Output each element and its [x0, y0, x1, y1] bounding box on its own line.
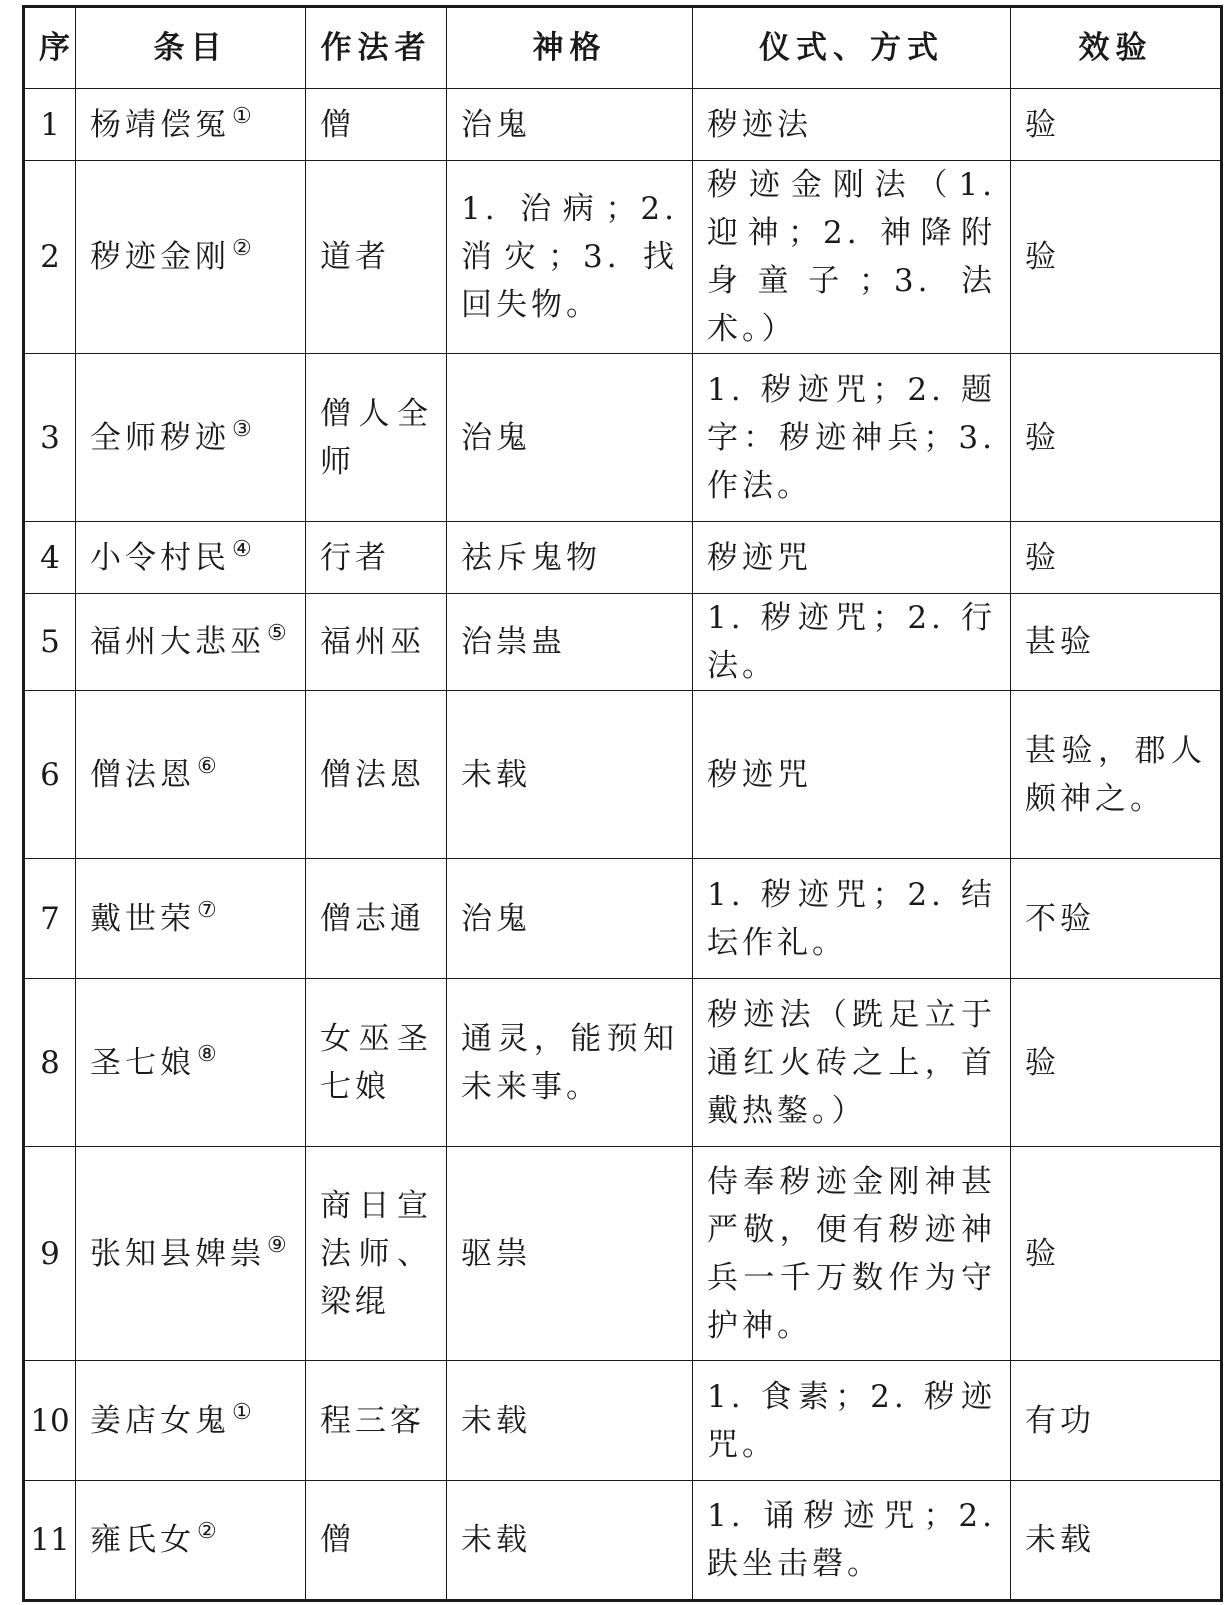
cell-ritual: 秽迹法	[693, 89, 1011, 161]
cell-title	[76, 522, 306, 594]
table-row	[24, 1147, 1222, 1361]
cell-ritual: 1. 秽迹咒；2. 题字：秽迹神兵；3. 作法。	[693, 354, 1011, 522]
cell-function: 1. 治病；2. 消灾；3. 找回失物。	[447, 161, 693, 354]
cell-ritual: 1. 秽迹咒；2. 行法。	[693, 594, 1011, 691]
cell-agent: 僧	[306, 89, 447, 161]
table-row	[24, 354, 1222, 522]
cell-agent: 程三客	[306, 1361, 447, 1481]
title-text: 戴世荣	[90, 900, 195, 937]
cell-function: 未载	[447, 691, 693, 859]
table-row	[24, 1361, 1222, 1481]
header-effect: 效验	[1011, 7, 1222, 89]
cell-effect: 验	[1011, 161, 1222, 354]
header-ritual: 仪式、方式	[693, 7, 1011, 89]
cell-function: 祛斥鬼物	[447, 522, 693, 594]
table-row	[24, 859, 1222, 979]
header-agent: 作法者	[306, 7, 447, 89]
title-text: 张知县婢祟	[90, 1235, 265, 1272]
cell-ritual: 1. 秽迹咒；2. 结坛作礼。	[693, 859, 1011, 979]
cell-function: 治鬼	[447, 89, 693, 161]
footnote-marker: ⑧	[197, 1041, 217, 1067]
cell-ritual: 1. 食素；2. 秽迹咒。	[693, 1361, 1011, 1481]
cell-seq: 8	[24, 979, 76, 1147]
cell-effect: 不验	[1011, 859, 1222, 979]
footnote-marker: ⑨	[267, 1232, 287, 1258]
title-text: 僧法恩	[90, 756, 195, 793]
cell-title	[76, 979, 306, 1147]
table-row	[24, 594, 1222, 691]
cell-ritual: 1. 诵秽迹咒；2. 趺坐击磬。	[693, 1481, 1011, 1601]
table-row	[24, 979, 1222, 1147]
cell-function: 治鬼	[447, 859, 693, 979]
cell-seq: 5	[24, 594, 76, 691]
cell-title	[76, 691, 306, 859]
cell-seq: 3	[24, 354, 76, 522]
cell-ritual: 侍奉秽迹金刚神甚严敬，便有秽迹神兵一千万数作为守护神。	[693, 1147, 1011, 1361]
footnote-marker: ③	[232, 416, 252, 442]
footnote-marker: ④	[232, 536, 252, 562]
footnote-marker: ②	[197, 1519, 217, 1544]
footnote-marker: ⑦	[197, 897, 217, 923]
cell-seq: 7	[24, 859, 76, 979]
cell-ritual: 秽迹法（跣足立于通红火砖之上，首戴热鏊。）	[693, 979, 1011, 1147]
table-body	[24, 89, 1222, 1601]
cell-agent: 僧人全师	[306, 354, 447, 522]
cell-effect: 验	[1011, 354, 1222, 522]
footnote-marker: ①	[232, 103, 252, 129]
ritual-records-table	[22, 5, 1223, 1602]
cell-agent: 女巫圣七娘	[306, 979, 447, 1147]
cell-seq: 2	[24, 161, 76, 354]
footnote-marker: ⑤	[267, 621, 287, 646]
cell-agent: 福州巫	[306, 594, 447, 691]
cell-ritual: 秽迹咒	[693, 522, 1011, 594]
cell-agent: 僧	[306, 1481, 447, 1601]
title-text: 姜店女鬼	[90, 1402, 230, 1439]
cell-agent: 行者	[306, 522, 447, 594]
cell-agent: 僧法恩	[306, 691, 447, 859]
cell-agent: 僧志通	[306, 859, 447, 979]
header-seq: 序	[24, 7, 76, 89]
cell-function: 通灵，能预知未来事。	[447, 979, 693, 1147]
cell-title	[76, 1481, 306, 1601]
table-row	[24, 89, 1222, 161]
cell-effect: 甚验，郡人颇神之。	[1011, 691, 1222, 859]
cell-seq: 10	[24, 1361, 76, 1481]
table-row	[24, 691, 1222, 859]
table-row	[24, 522, 1222, 594]
title-text: 雍氏女	[90, 1522, 195, 1558]
table-row	[24, 161, 1222, 354]
header-function: 神格	[447, 7, 693, 89]
title-text: 杨靖偿冤	[90, 106, 230, 143]
cell-title	[76, 859, 306, 979]
cell-effect: 有功	[1011, 1361, 1222, 1481]
cell-effect: 验	[1011, 979, 1222, 1147]
cell-agent: 道者	[306, 161, 447, 354]
title-text: 秽迹金刚	[90, 239, 230, 275]
footnote-marker: ②	[232, 236, 252, 261]
title-text: 圣七娘	[90, 1044, 195, 1081]
cell-title	[76, 1361, 306, 1481]
cell-seq: 4	[24, 522, 76, 594]
cell-function: 治祟蛊	[447, 594, 693, 691]
cell-title	[76, 161, 306, 354]
cell-function: 未载	[447, 1481, 693, 1601]
cell-agent: 商日宣法师、梁绲	[306, 1147, 447, 1361]
cell-ritual: 秽迹咒	[693, 691, 1011, 859]
cell-title	[76, 1147, 306, 1361]
footnote-marker: ①	[232, 1399, 252, 1425]
cell-effect: 甚验	[1011, 594, 1222, 691]
cell-title	[76, 354, 306, 522]
cell-seq: 6	[24, 691, 76, 859]
cell-function: 未载	[447, 1361, 693, 1481]
title-text: 小令村民	[90, 539, 230, 576]
cell-title	[76, 89, 306, 161]
cell-seq: 1	[24, 89, 76, 161]
record-table-container	[22, 5, 1220, 1602]
header-title: 条目	[76, 7, 306, 89]
title-text: 全师秽迹	[90, 419, 230, 456]
cell-effect: 验	[1011, 522, 1222, 594]
cell-function: 驱祟	[447, 1147, 693, 1361]
cell-function: 治鬼	[447, 354, 693, 522]
cell-ritual: 秽迹金刚法（1. 迎神；2. 神降附身童子；3. 法术。）	[693, 161, 1011, 354]
header-row	[24, 7, 1222, 89]
cell-effect: 验	[1011, 89, 1222, 161]
footnote-marker: ⑥	[197, 753, 217, 779]
cell-seq: 9	[24, 1147, 76, 1361]
cell-effect: 验	[1011, 1147, 1222, 1361]
cell-seq: 11	[24, 1481, 76, 1601]
table-row	[24, 1481, 1222, 1601]
title-text: 福州大悲巫	[90, 624, 265, 660]
cell-title	[76, 594, 306, 691]
cell-effect: 未载	[1011, 1481, 1222, 1601]
